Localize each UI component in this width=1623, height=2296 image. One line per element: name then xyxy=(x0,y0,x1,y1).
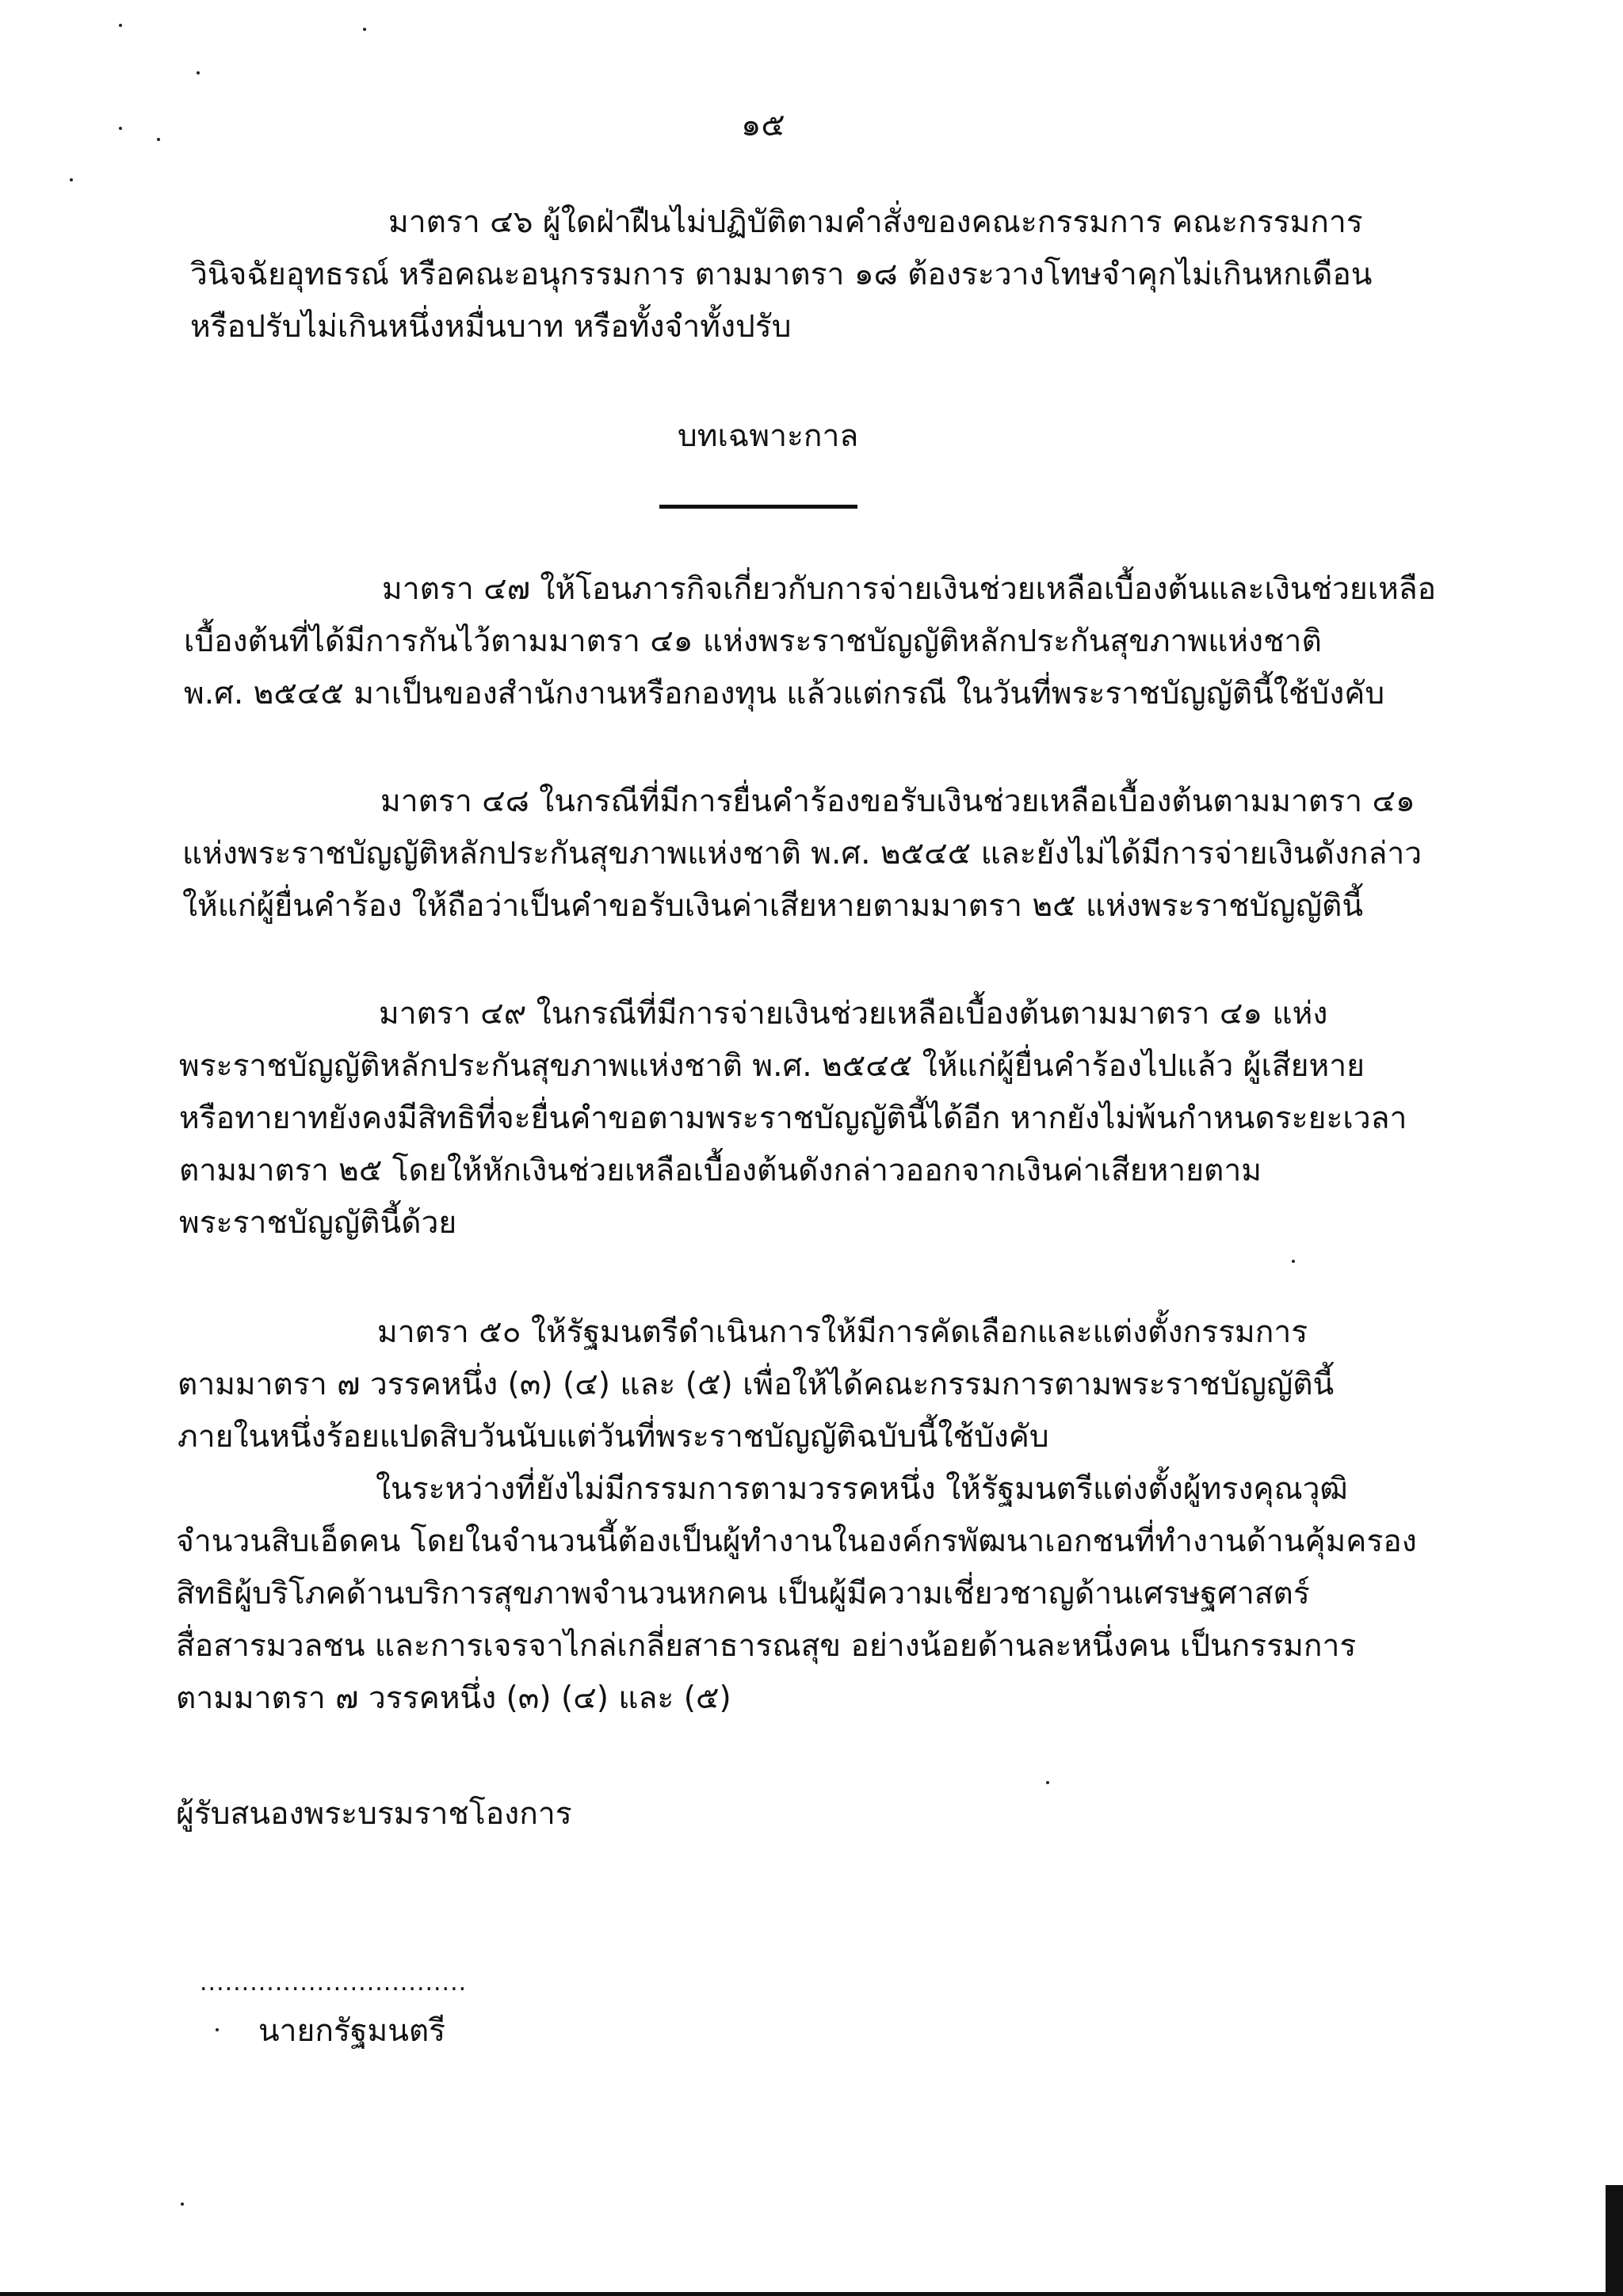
section-48-line: แห่งพระราชบัญญัติหลักประกันสุขภาพแห่งชาติ พ.ศ. ๒๕๔๕ และยังไม่ได้มีการจ่ายเงินดังกล่าว xyxy=(182,836,1423,871)
section-47-line: พ.ศ. ๒๕๔๕ มาเป็นของสำนักงานหรือกองทุน แล้วแต่กรณี ในวันที่พระราชบัญญัตินี้ใช้บังคับ xyxy=(184,676,1385,711)
scan-speck xyxy=(181,2203,184,2206)
section-50-line: สื่อสารมวลชน และการเจรจาไกล่เกลี่ยสาธารณสุข อย่างน้อยด้านละหนึ่งคน เป็นกรรมการ xyxy=(176,1628,1357,1664)
scan-speck xyxy=(363,28,366,31)
section-50-line: ตามมาตรา ๗ วรรคหนึ่ง (๓) (๔) และ (๕) เพื่อให้ได้คณะกรรมการตามพระราชบัญญัตินี้ xyxy=(178,1367,1335,1402)
binding-edge-mark xyxy=(1606,2185,1623,2296)
section-47-line: เบื้องต้นที่ได้มีการกันไว้ตามมาตรา ๔๑ แห่งพระราชบัญญัติหลักประกันสุขภาพแห่งชาติ xyxy=(184,624,1322,659)
page-number: ๑๕ xyxy=(741,107,785,143)
section-48-line: ให้แก่ผู้ยื่นคำร้อง ให้ถือว่าเป็นคำขอรับเงินค่าเสียหายตามมาตรา ๒๕ แห่งพระราชบัญญัตินี้ xyxy=(182,888,1363,924)
section-49-line: มาตรา ๔๙ ในกรณีที่มีการจ่ายเงินช่วยเหลือเบื้องต้นตามมาตรา ๔๑ แห่ง xyxy=(379,996,1328,1032)
section-49-line: หรือทายาทยังคงมีสิทธิที่จะยื่นคำขอตามพระราชบัญญัตินี้ได้อีก หากยังไม่พ้นกำหนดระยะเวลา xyxy=(179,1100,1407,1136)
scan-speck xyxy=(1292,1260,1295,1263)
section-49-line: พระราชบัญญัติหลักประกันสุขภาพแห่งชาติ พ.ศ. ๒๕๔๕ ให้แก่ผู้ยื่นคำร้องไปแล้ว ผู้เสียหาย xyxy=(179,1048,1365,1084)
section-46-line: มาตรา ๔๖ ผู้ใดฝ่าฝืนไม่ปฏิบัติตามคำสั่งของคณะกรรมการ คณะกรรมการ xyxy=(388,204,1363,240)
section-48-line: มาตรา ๔๘ ในกรณีที่มีการยื่นคำร้องขอรับเงินช่วยเหลือเบื้องต้นตามมาตรา ๔๑ xyxy=(380,784,1415,819)
scan-speck xyxy=(197,71,200,74)
section-46-line: วินิจฉัยอุทธรณ์ หรือคณะอนุกรรมการ ตามมาตรา ๑๘ ต้องระวางโทษจำคุกไม่เกินหกเดือน xyxy=(190,257,1373,292)
scan-speck xyxy=(70,178,73,181)
signature-line: ................................ xyxy=(200,1969,468,1997)
section-50-line: ตามมาตรา ๗ วรรคหนึ่ง (๓) (๔) และ (๕) xyxy=(176,1680,731,1716)
section-49-line: ตามมาตรา ๒๕ โดยให้หักเงินช่วยเหลือเบื้องต้นดังกล่าวออกจากเงินค่าเสียหายตาม xyxy=(179,1153,1262,1188)
section-46-line: หรือปรับไม่เกินหนึ่งหมื่นบาท หรือทั้งจำทั้งปรับ xyxy=(190,309,792,345)
section-50-line: ในระหว่างที่ยังไม่มีกรรมการตามวรรคหนึ่ง ให้รัฐมนตรีแต่งตั้งผู้ทรงคุณวุฒิ xyxy=(376,1471,1348,1507)
scan-speck xyxy=(119,127,122,130)
scan-speck xyxy=(119,24,122,27)
section-50-line: ภายในหนึ่งร้อยแปดสิบวันนับแต่วันที่พระราชบัญญัติฉบับนี้ใช้บังคับ xyxy=(178,1419,1049,1455)
section-47-line: มาตรา ๔๗ ให้โอนภารกิจเกี่ยวกับการจ่ายเงินช่วยเหลือเบื้องต้นและเงินช่วยเหลือ xyxy=(382,571,1437,607)
section-50-line: จำนวนสิบเอ็ดคน โดยในจำนวนนี้ต้องเป็นผู้ทำงานในองค์กรพัฒนาเอกชนที่ทำงานด้านคุ้มครอง xyxy=(176,1524,1417,1559)
scan-speck xyxy=(157,138,160,141)
signatory-title: นายกรัฐมนตรี xyxy=(258,2013,446,2049)
scan-bottom-edge xyxy=(0,2292,1623,2296)
section-50-line: สิทธิผู้บริโภคด้านบริการสุขภาพจำนวนหกคน เป็นผู้มีความเชี่ยวชาญด้านเศรษฐศาสตร์ xyxy=(176,1576,1310,1611)
heading-underline xyxy=(659,505,857,509)
scan-speck xyxy=(1046,1781,1049,1784)
transitional-provisions-heading: บทเฉพาะกาล xyxy=(678,418,859,454)
section-49-line: พระราชบัญญัตินี้ด้วย xyxy=(179,1205,457,1241)
section-50-line: มาตรา ๕๐ ให้รัฐมนตรีดำเนินการให้มีการคัดเลือกและแต่งตั้งกรรมการ xyxy=(377,1314,1308,1350)
scan-speck xyxy=(216,2028,219,2031)
countersign-label: ผู้รับสนองพระบรมราชโองการ xyxy=(176,1796,572,1832)
